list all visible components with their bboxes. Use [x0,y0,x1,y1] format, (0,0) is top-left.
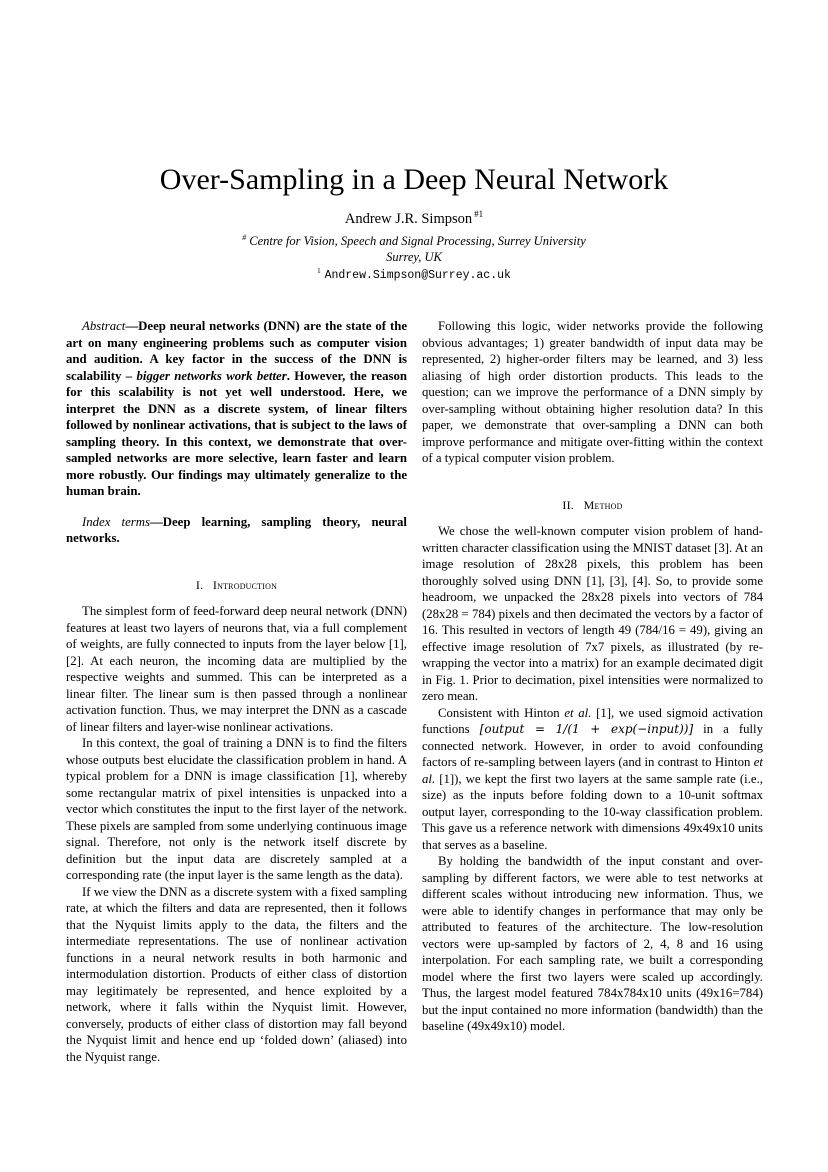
section-heading-method: II. Method [562,497,623,512]
paragraph: In this context, the goal of training a DNN is to find the filters whose outputs best elucidate the classification problem in hand. A typical problem for a DNN is image classification [1], whereby some rectangular matrix of pixel intensities is unpacked into a vector which constitutes the input to the first layer of the network. These pixels are sampled from some underlying continuous image signal. Therefore, not only is the network itself discrete by definition but the input data are discretely sampled at a corresponding rate (the input layer is the same length as the data). [66,736,407,882]
email-address: Andrew.Simpson@Surrey.ac.uk [324,269,511,282]
abstract: Abstract—Deep neural networks (DNN) are the state of the art on many engineering problems such as computer vision and audition. A key factor in the success of the DNN is scalability – bigger networks work better. However, the reason for this scalability is not yet well understood. Here, we interpret the DNN as a discrete system, of linear filters followed by nonlinear activations, that is subject to the laws of sampling theory. In this context, we demonstrate that over-sampled networks are more selective, learn faster and learn more robustly. Our findings may ultimately generalize to the human brain. [66,319,407,498]
affiliation-line-2: Surrey, UK [386,250,442,264]
paper-title: Over-Sampling in a Deep Neural Network [159,163,669,196]
affiliation-line-1: # Centre for Vision, Speech and Signal Processing, Surrey University [242,233,586,248]
right-column [422,318,763,1035]
author-line [0,205,828,228]
author-name: Andrew J.R. Simpson [344,211,473,227]
paragraph: We chose the well-known computer vision problem of hand-written character classification using the MNIST dataset [3]. At an image resolution of 28x28 pixels, this problem has been thoroughly solved using DNN [1], [3], [4]. So, to provide some headroom, we unpacked the 28x28 pixels into vectors of 784 (28x28 = 784) pixels and then decimated the vectors by a factor of 16. This resulted in vectors of length 49 (784/16 = 49), giving an effective image resolution of 7x7 pixels, as illustrated (by re-wrapping the vector into a matrix) for an example decimated digit in Fig. 1. Prior to decimation, pixel intensities were normalized to zero mean. [422,524,763,703]
left-column [66,318,407,1065]
paragraph: By holding the bandwidth of the input constant and over-sampling by different factors, we were able to test networks at different scales without introducing new information. Thus, we were able to identify changes in performance that may only be attributed to features of the architecture. The low-resolution vectors were up-sampled by factors of 2, 4, 8 and 16 using interpolation. For each sampling rate, we built a corresponding model where the first two layers were scaled up accordingly. Thus, the largest model featured 784x784x10 units (49x16=784) but the input contained no more information (bandwidth) than the baseline (49x49x10) model. [422,854,763,1033]
section-heading-introduction: I. Introduction [195,577,278,592]
paragraph: If we view the DNN as a discrete system with a fixed sampling rate, at which the filters and data are represented, then it follows that the Nyquist limits apply to the data, the filters and the intermediate representations. The use of nonlinear activation functions in a neural network results in both harmonic and intermodulation distortion. Products of either class of distortion may legitimately be represented, and hence exploited by a network, where it falls within the Nyquist limit. However, conversely, products of either class of distortion may fall beyond the Nyquist limit and hence end up ‘folded down’ (aliased) into the Nyquist range. [66,884,407,1064]
affiliation-mark: # [242,233,247,242]
index-terms: Index terms—Deep learning, sampling theory, neural networks. [66,514,407,545]
sigmoid-equation: [output = 1/(1 + exp(−input))] [479,722,694,736]
paragraph: Following this logic, wider networks provide the following obvious advantages; 1) greater bandwidth of input data may be represented, 2) higher-order filters may be learned, and 3) less aliasing of high order distortion products. This leads to the question; can we improve the performance of a DNN simply by over-sampling without obtaining higher resolution data? In this paper, we demonstrate that over-sampling a DNN can both improve performance and mitigate over-fitting within the context of a typical computer vision problem. [422,319,763,465]
author-mark: #1 [474,209,484,219]
paragraph: The simplest form of feed-forward deep neural network (DNN) features at least two layers of neurons that, via a full complement of weights, are fully connected to inputs from the layer below [1], [2]. At each neuron, the incoming data are multiplied by the respective weights and summed. This can be interpreted as a linear filter. The linear sum is then passed through a nonlinear activation function. Thus, we may interpret the DNN as a cascade of linear filters and layer-wise nonlinear activations. [66,604,407,734]
index-terms-label: Index terms [82,514,150,529]
email-line [0,264,828,283]
abstract-label: Abstract [82,319,126,333]
affiliation [0,230,828,265]
paragraph: Consistent with Hinton et al. [1], we used sigmoid activation functions [output = 1/(1 + exp(−input))] in a fully connected network. However, in order to avoid confounding factors of re-sampling between layers (and in contrast to Hinton et al. [1]), we kept the first two layers at the same sample rate (i.e., size) as the inputs before folding down to a 10-unit softmax output layer, corresponding to the 10-way classification problem. This gave us a reference network with dimensions 49x49x10 units that serves as a baseline. [422,705,764,852]
email-mark: 1 [317,267,321,275]
